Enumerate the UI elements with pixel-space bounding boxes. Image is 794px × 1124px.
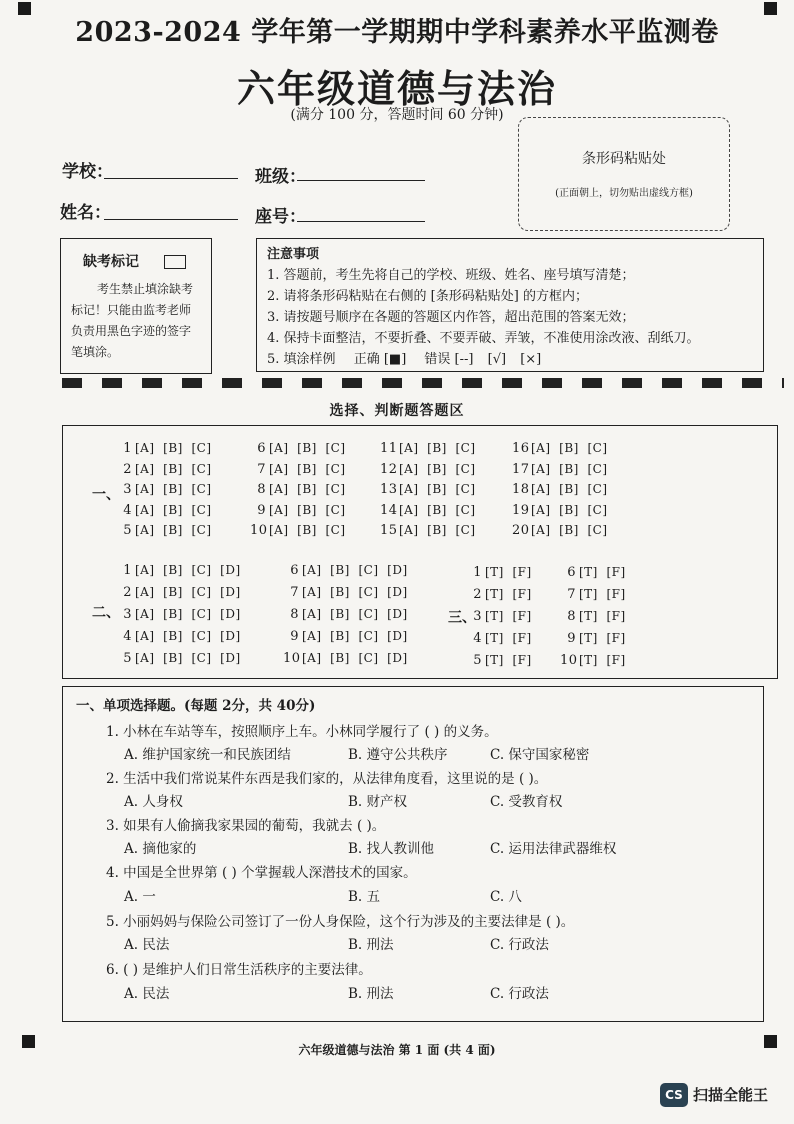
sample-label: 5. 填涂样例 [267,352,336,367]
barcode-note: (正面朝上，切勿贴出虚线方框) [555,188,693,199]
answer-options[interactable]: [T] [F] [579,587,626,601]
answer-number: 16 [512,441,530,456]
school-field[interactable] [104,158,238,179]
answer-number: 19 [512,502,530,518]
answer-row[interactable] [560,565,626,580]
answer-row[interactable] [250,523,346,538]
answer-number: 7 [257,461,266,477]
absent-mark-checkbox[interactable] [164,255,186,269]
answer-options[interactable]: [A] [B] [C] [D] [135,585,241,599]
question-stem: 6. ( ) 是维护人们日常生活秩序的主要法律。 [106,962,372,978]
answer-row[interactable] [560,587,626,602]
answer-row[interactable] [512,503,608,518]
answer-row[interactable] [380,523,476,538]
question-stem: 4. 中国是全世界第 ( ) 个掌握载人深潜技术的国家。 [106,865,417,881]
notes-box [256,238,764,372]
answer-options[interactable]: [T] [F] [579,609,626,623]
answer-row[interactable] [560,631,626,646]
answer-number: 15 [380,523,398,538]
option-b: B. 财产权 [348,794,408,810]
answer-options[interactable]: [A] [B] [C] [D] [135,629,241,643]
answer-options[interactable]: [T] [F] [485,565,532,579]
answer-row[interactable] [250,503,346,518]
answer-options[interactable]: [A] [B] [C] [399,502,476,517]
answer-options[interactable]: [A] [B] [C] [135,461,212,476]
answer-row[interactable] [380,482,476,497]
answer-options[interactable]: [T] [F] [579,565,626,579]
answer-options[interactable]: [T] [F] [485,587,532,601]
question-stem: 5. 小丽妈妈与保险公司签订了一份人身保险，这个行为涉及的主要法律是 ( )。 [106,914,575,930]
option-b: B. 刑法 [348,937,394,953]
answer-number: 13 [380,482,398,497]
answer-options[interactable]: [T] [F] [485,609,532,623]
answer-number: 2 [123,461,132,477]
answer-row[interactable] [380,441,476,456]
answer-row[interactable] [116,629,241,644]
answer-row[interactable] [466,653,532,668]
answer-options[interactable]: [A] [B] [C] [531,523,608,537]
correct-mark-icon: ■ [388,352,402,367]
answer-number: 14 [380,502,398,518]
section2-label: 二、 [92,605,120,621]
answer-row[interactable] [250,441,346,456]
option-b: B. 刑法 [348,986,394,1002]
questions-section-title: 一、单项选择题。(每题 2分，共 40分) [76,698,316,714]
answer-number: 8 [257,482,266,497]
barcode-area [518,117,730,231]
answer-options[interactable]: [A] [B] [C] [D] [302,607,408,621]
answer-options[interactable]: [A] [B] [C] [D] [302,651,408,665]
answer-number: 1 [123,441,132,456]
question-stem: 2. 生活中我们常说某件东西是我们家的，从法律角度看，这里说的是 ( )。 [106,771,548,787]
answer-row[interactable] [512,523,608,538]
answer-area-title: 选择、判断题答题区 [329,403,465,419]
answer-number: 9 [257,502,266,518]
answer-row[interactable] [512,462,608,477]
absent-text-line: 负责用黑色字迹的签字 [71,324,192,338]
answer-options[interactable]: [A] [B] [C] [399,441,476,455]
answer-number: 7 [567,587,576,602]
answer-number: 5 [473,653,482,668]
school-label: 学校： [62,162,113,182]
answer-options[interactable]: [A] [B] [C] [269,482,346,496]
answer-number: 12 [380,461,398,477]
answer-options[interactable]: [A] [B] [C] [531,482,608,496]
answer-number: 2 [473,587,482,602]
answer-row[interactable] [116,503,212,518]
exam-info: (满分 100 分，答题时间 60 分钟) [290,107,504,123]
answer-number: 5 [123,523,132,538]
seat-field[interactable] [297,201,425,222]
answer-options[interactable]: [A] [B] [C] [269,523,346,537]
answer-options[interactable]: [A] [B] [C] [D] [302,585,408,599]
subject-title: 六年级道德与法治 [236,66,557,111]
answer-options[interactable]: [A] [B] [C] [D] [135,563,241,577]
answer-number: 5 [123,651,132,666]
answer-options[interactable]: [A] [B] [C] [135,482,212,496]
option-c: C. 八 [490,889,522,905]
notes-item: 2. 请将条形码粘贴在右侧的 [条形码粘贴处] 的方框内； [267,289,588,304]
answer-row[interactable] [250,482,346,497]
answer-options[interactable]: [T] [F] [485,653,532,667]
answer-row[interactable] [466,587,532,602]
correct-close: ] [401,352,407,367]
answer-row[interactable] [116,585,241,600]
answer-number: 18 [512,482,530,497]
absent-text-line: 笔填涂。 [71,345,120,359]
answer-row[interactable] [380,462,476,477]
wrong-label: 错误 [--] [424,352,474,367]
answer-number: 10 [283,651,301,666]
answer-number: 8 [567,609,576,624]
answer-options[interactable]: [A] [B] [C] [D] [302,563,408,577]
answer-number: 1 [123,563,132,578]
answer-number: 9 [567,631,576,646]
wrong-check-sample: [√] [487,352,507,367]
answer-options[interactable]: [A] [B] [C] [269,461,346,476]
answer-row[interactable] [116,441,212,456]
option-c: C. 运用法律武器维权 [490,841,617,857]
answer-number: 6 [567,565,576,580]
question-stem: 3. 如果有人偷摘我家果园的葡萄，我就去 ( )。 [106,818,386,834]
answer-row[interactable] [466,609,532,624]
absent-mark-box [60,238,212,374]
absent-text-line: 标记！只能由监考老师 [71,303,192,317]
absent-mark-title: 缺考标记 [83,254,139,270]
name-label: 姓名： [60,203,111,223]
answer-number: 7 [290,585,299,600]
camscanner-label: 扫描全能王 [693,1086,769,1104]
answer-options[interactable]: [A] [B] [C] [D] [302,629,408,643]
option-a: A. 民法 [124,937,170,953]
absent-text-line: 考生禁止填涂缺考 [97,282,194,296]
answer-row[interactable] [116,563,241,578]
option-a: A. 民法 [124,986,170,1002]
answer-options[interactable]: [A] [B] [C] [399,482,476,496]
notes-item: 3. 请按题号顺序在各题的答题区内作答，超出范围的答案无效； [267,310,635,325]
option-c: C. 受教育权 [490,794,563,810]
notes-item: 4. 保持卡面整洁，不要折叠、不要弄破、弄皱，不准使用涂改液、刮纸刀。 [267,331,700,346]
answer-row[interactable] [250,462,346,477]
camscanner-logo-icon: CS [660,1083,688,1107]
answer-number: 6 [257,441,266,456]
option-c: C. 行政法 [490,937,549,953]
page-footer: 六年级道德与法治 第 1 面 (共 4 面) [298,1043,496,1057]
answer-row[interactable] [283,629,408,644]
answer-options[interactable]: [A] [B] [C] [399,523,476,537]
answer-row[interactable] [116,482,212,497]
notes-sample-row [267,349,763,370]
answer-row[interactable] [512,482,608,497]
answer-number: 3 [123,482,132,497]
answer-number: 6 [290,563,299,578]
answer-options[interactable]: [A] [B] [C] [135,523,212,537]
question-stem: 1. 小林在车站等车，按照顺序上车。小林同学履行了 ( ) 的义务。 [106,724,498,740]
answer-options[interactable]: [A] [B] [C] [531,441,608,455]
answer-number: 11 [380,441,398,456]
answer-number: 10 [560,653,578,668]
answer-options[interactable]: [T] [F] [579,631,626,645]
answer-number: 20 [512,523,530,538]
answer-row[interactable] [380,503,476,518]
seat-label: 座号： [255,207,306,227]
option-a: A. 摘他家的 [124,841,197,857]
option-b: B. 找人教训他 [348,841,435,857]
answer-options[interactable]: [A] [B] [C] [531,502,608,517]
option-a: A. 维护国家统一和民族团结 [124,747,291,763]
option-c: C. 保守国家秘密 [490,747,590,763]
answer-row[interactable] [283,563,408,578]
class-field[interactable] [297,160,425,181]
answer-number: 4 [123,502,132,518]
answer-number: 4 [123,629,132,644]
wrong-x-sample: [×] [520,352,542,367]
answer-row[interactable] [466,631,532,646]
answer-options[interactable]: [A] [B] [C] [135,441,212,455]
answer-row[interactable] [283,607,408,622]
section1-label: 一、 [92,487,120,503]
answer-options[interactable]: [A] [B] [C] [531,461,608,476]
answer-number: 8 [290,607,299,622]
answer-number: 4 [473,631,482,646]
class-label: 班级： [255,167,306,187]
notes-title: 注意事项 [267,247,320,262]
answer-options[interactable]: [A] [B] [C] [399,461,476,476]
answer-number: 3 [123,607,132,622]
answer-options[interactable]: [A] [B] [C] [269,502,346,517]
answer-number: 17 [512,461,530,477]
answer-row[interactable] [560,609,626,624]
exam-title: 2023-2024 学年第一学期期中学科素养水平监测卷 [75,17,719,48]
dashed-separator [62,378,784,388]
answer-options[interactable]: [A] [B] [C] [D] [135,607,241,621]
answer-number: 9 [290,629,299,644]
answer-row[interactable] [116,462,212,477]
answer-row[interactable] [283,651,408,666]
answer-options[interactable]: [T] [F] [579,653,626,667]
section3-label: 三、 [448,610,476,626]
barcode-title: 条形码粘贴处 [582,151,666,167]
option-c: C. 行政法 [490,986,549,1002]
answer-number: 10 [250,523,268,538]
option-a: A. 一 [124,889,156,905]
answer-options[interactable]: [A] [B] [C] [269,441,346,455]
answer-options[interactable]: [A] [B] [C] [135,502,212,517]
correct-label: 正确 [ [353,352,389,367]
answer-number: 1 [473,565,482,580]
option-a: A. 人身权 [124,794,183,810]
answer-number: 2 [123,585,132,600]
answer-row[interactable] [116,523,212,538]
option-b: B. 五 [348,889,381,905]
answer-row[interactable] [116,651,241,666]
answer-row[interactable] [283,585,408,600]
option-b: B. 遵守公共秩序 [348,747,448,763]
answer-row[interactable] [116,607,241,622]
answer-row[interactable] [560,653,626,668]
answer-number: 3 [473,609,482,624]
answer-row[interactable] [466,565,532,580]
answer-row[interactable] [512,441,608,456]
answer-options[interactable]: [T] [F] [485,631,532,645]
name-field[interactable] [104,199,238,220]
answer-options[interactable]: [A] [B] [C] [D] [135,651,241,665]
notes-item: 1. 答题前，考生先将自己的学校、班级、姓名、座号填写清楚； [267,268,635,283]
